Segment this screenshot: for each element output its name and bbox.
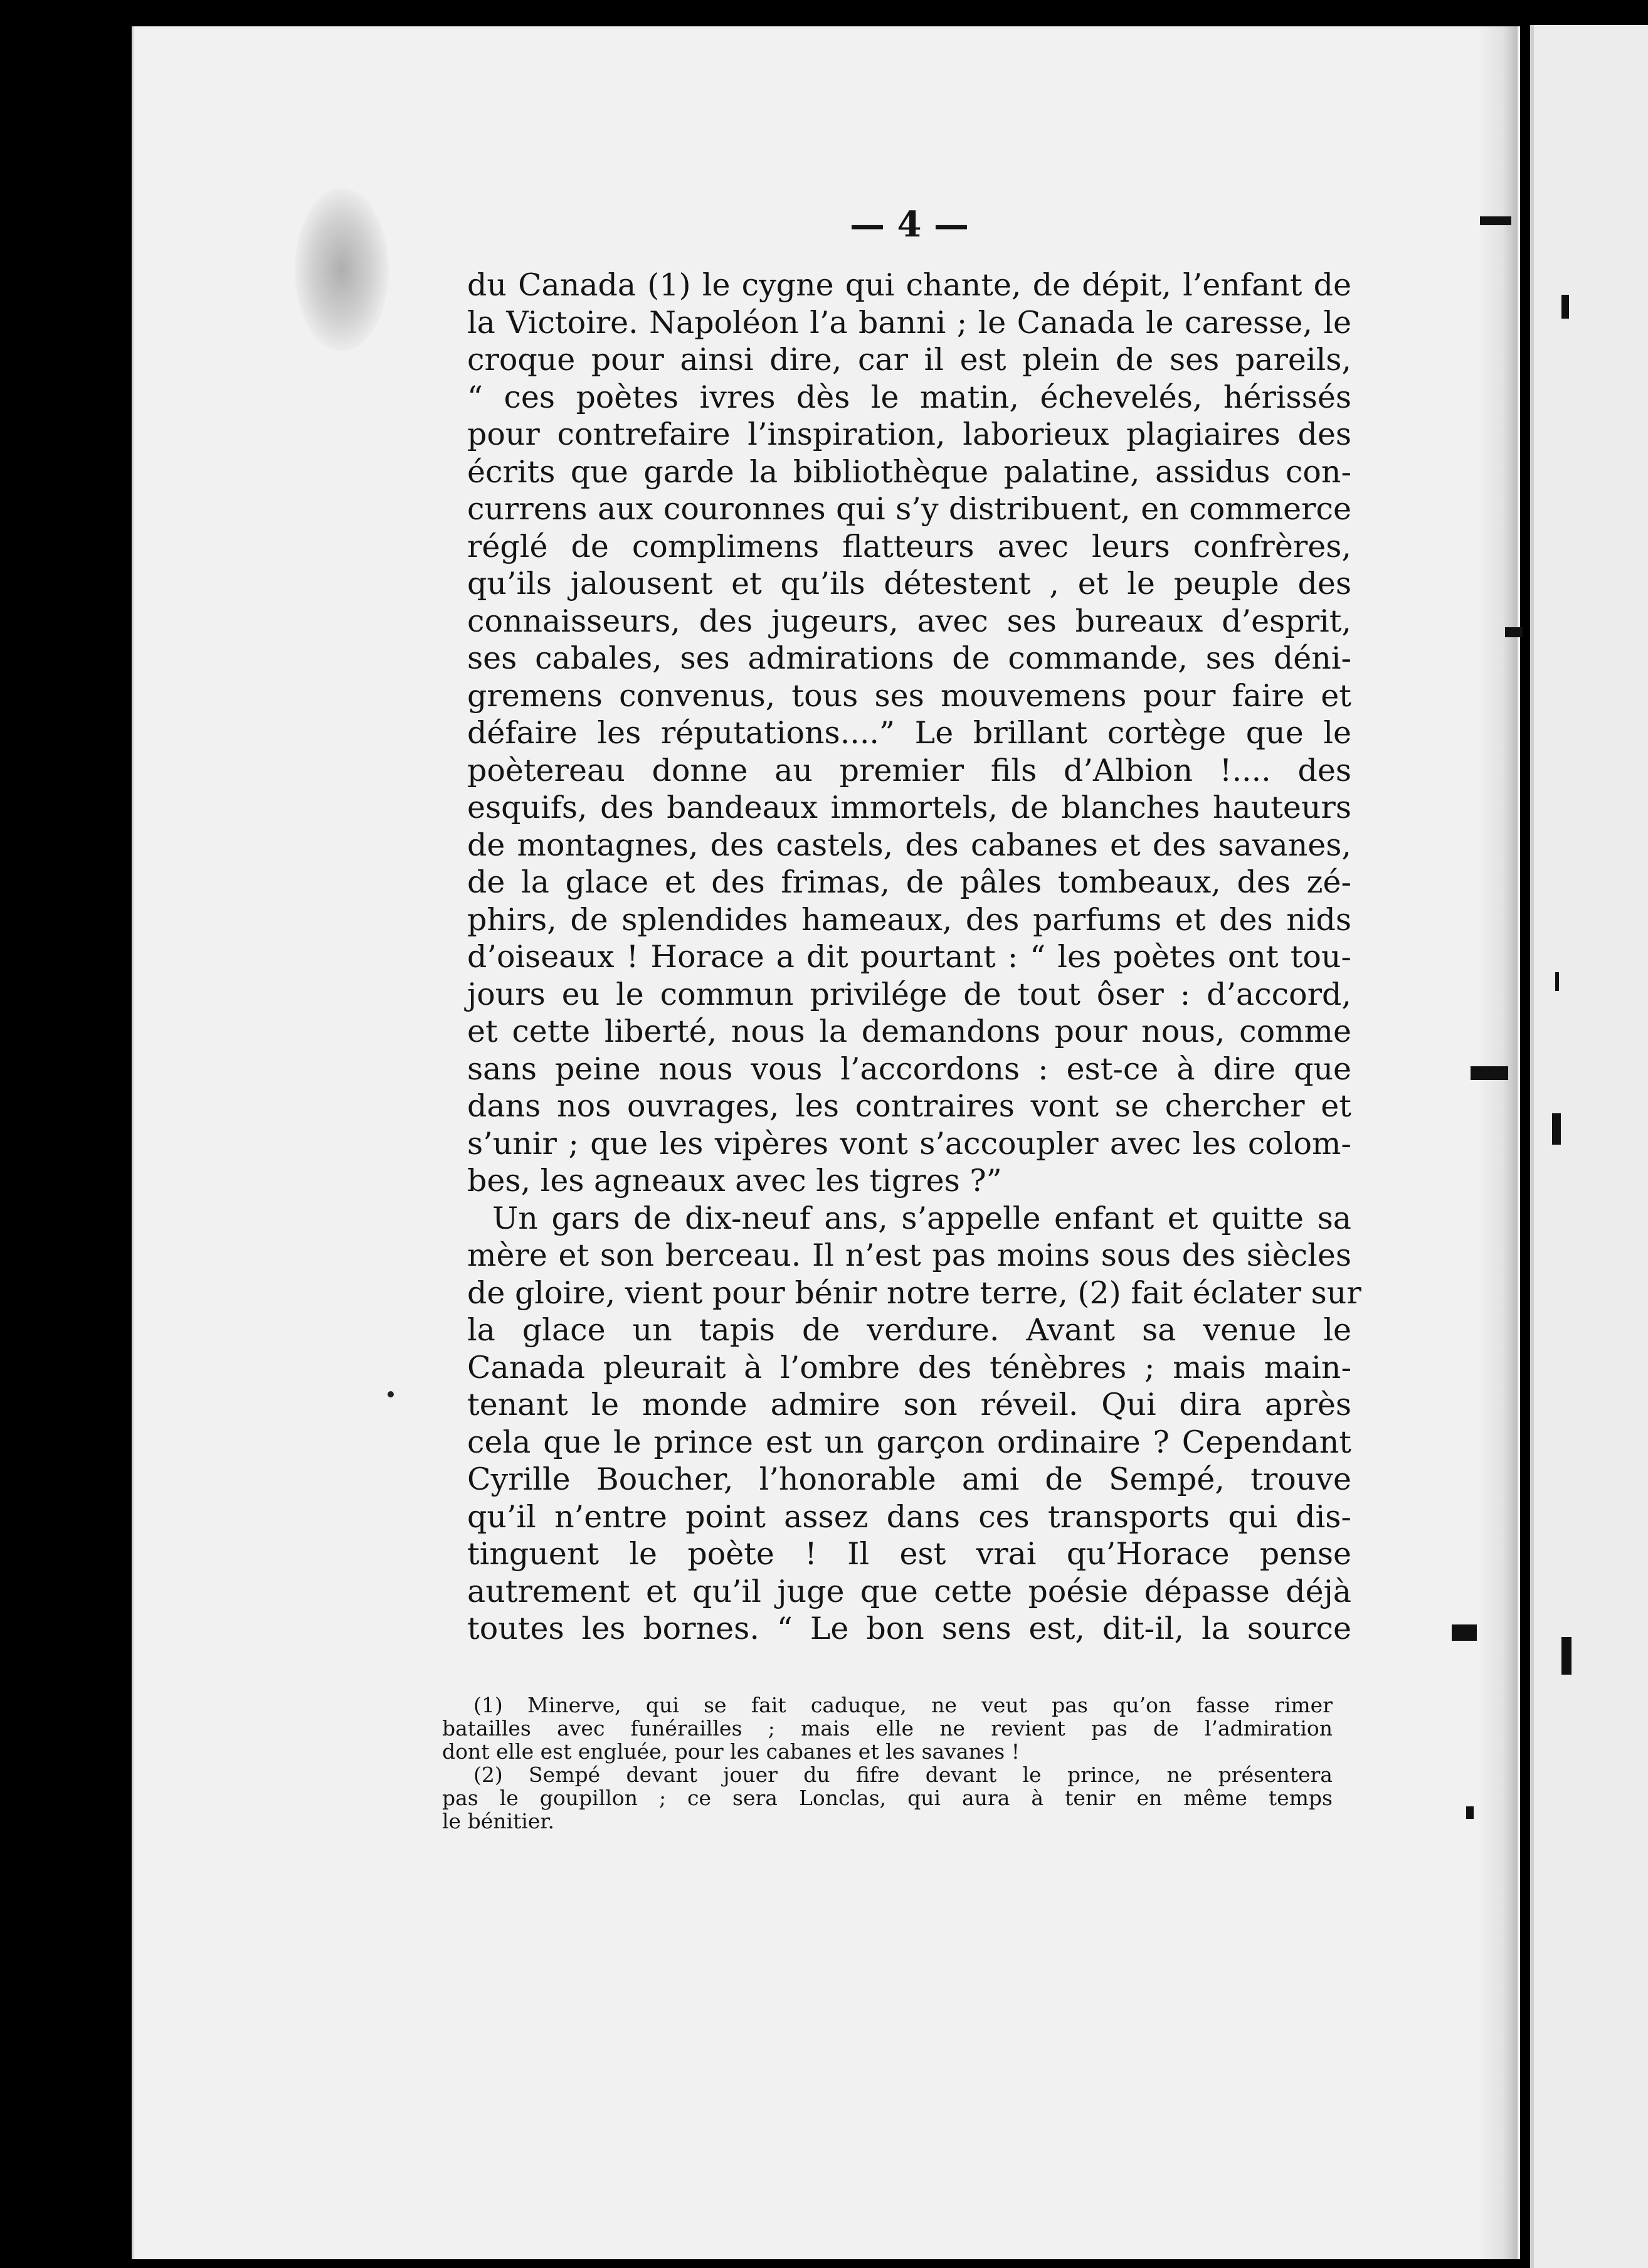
text-line: la Victoire. Napoléon l’a banni ; le Canada le caresse, le bbox=[467, 304, 1351, 341]
footnote-line: (2) Sempé devant jouer du fifre devant le prince, ne présentera bbox=[473, 1762, 1333, 1787]
text-line: la glace un tapis de verdure. Avant sa venue le bbox=[467, 1312, 1351, 1348]
text-line: gremens convenus, tous ses mouvemens pour faire et bbox=[467, 677, 1351, 714]
text-line: tinguent le poète ! Il est vrai qu’Horace pense bbox=[467, 1536, 1351, 1572]
footnote-line: dont elle est engluée, pour les cabanes et les savanes ! bbox=[442, 1739, 1020, 1764]
text-line: tenant le monde admire son réveil. Qui dira après bbox=[467, 1387, 1351, 1423]
edge-mark bbox=[1480, 216, 1511, 225]
text-line: défaire les réputations....” Le brillant cortège que le bbox=[467, 715, 1351, 751]
edge-mark bbox=[1555, 972, 1559, 991]
text-line: du Canada (1) le cygne qui chante, de dépit, l’enfant de bbox=[467, 267, 1351, 303]
footnote-line: batailles avec funérailles ; mais elle ne revient pas de l’admiration bbox=[442, 1716, 1333, 1741]
text-line: ses cabales, ses admirations de commande, ses déni- bbox=[467, 640, 1351, 676]
text-line: bes, les agneaux avec les tigres ?” bbox=[467, 1163, 1002, 1199]
text-line: poètereau donne au premier fils d’Albion !.... des bbox=[467, 752, 1351, 788]
next-page-edge bbox=[1530, 25, 1648, 2268]
text-line: autrement et qu’il juge que cette poésie dépasse déjà bbox=[467, 1573, 1351, 1609]
footnotes bbox=[442, 1693, 1333, 1833]
text-line: réglé de complimens flatteurs avec leurs confrères, bbox=[467, 528, 1351, 564]
edge-mark bbox=[1471, 1066, 1508, 1080]
text-line: Un gars de dix-neuf ans, s’appelle enfant et quitte sa bbox=[492, 1200, 1351, 1236]
text-line: “ ces poètes ivres dès le matin, échevelés, hérissés bbox=[467, 379, 1351, 415]
text-line: esquifs, des bandeaux immortels, de blanches hauteurs bbox=[467, 790, 1351, 825]
text-line: Canada pleurait à l’ombre des ténèbres ; mais main- bbox=[467, 1349, 1351, 1386]
text-line: qu’il n’entre point assez dans ces transports qui dis- bbox=[467, 1498, 1351, 1535]
text-line: cela que le prince est un garçon ordinaire ? Cependant bbox=[467, 1424, 1351, 1460]
footnote-line: (1) Minerve, qui se fait caduque, ne veut pas qu’on fasse rimer bbox=[473, 1693, 1333, 1717]
footnote-line: le bénitier. bbox=[442, 1809, 555, 1833]
text-line: s’unir ; que les vipères vont s’accoupler avec les colom- bbox=[467, 1125, 1351, 1162]
text-line: de la glace et des frimas, de pâles tombeaux, des zé- bbox=[467, 864, 1351, 900]
text-line: sans peine nous vous l’accordons : est-ce à dire que bbox=[467, 1051, 1351, 1087]
text-line: Cyrille Boucher, l’honorable ami de Sempé, trouve bbox=[467, 1461, 1351, 1497]
edge-mark bbox=[1561, 295, 1569, 319]
text-line: currens aux couronnes qui s’y distribuent, en commerce bbox=[467, 491, 1351, 527]
edge-mark bbox=[1505, 627, 1523, 637]
text-line: pour contrefaire l’inspiration, laborieux plagiaires des bbox=[467, 416, 1351, 452]
text-line: écrits que garde la bibliothèque palatine, assidus con- bbox=[467, 453, 1351, 490]
edge-mark bbox=[1561, 1637, 1571, 1675]
text-line: connaisseurs, des jugeurs, avec ses bureaux d’esprit, bbox=[467, 603, 1351, 639]
page-shadow-edge bbox=[1480, 26, 1518, 2259]
body-text bbox=[467, 267, 1361, 1648]
thumbprint-smudge bbox=[295, 188, 389, 351]
ink-dot bbox=[388, 1391, 394, 1397]
text-line: mère et son berceau. Il n’est pas moins sous des siècles bbox=[467, 1237, 1351, 1273]
text-line: et cette liberté, nous la demandons pour nous, comme bbox=[467, 1014, 1351, 1049]
page-number: — 4 — bbox=[850, 204, 969, 245]
text-line: phirs, de splendides hameaux, des parfums et des nids bbox=[467, 901, 1351, 938]
text-line: croque pour ainsi dire, car il est plein de ses pareils, bbox=[467, 342, 1351, 378]
text-line: de gloire, vient pour bénir notre terre, (2) fait éclater sur bbox=[467, 1274, 1361, 1311]
text-line: de montagnes, des castels, des cabanes et des savanes, bbox=[467, 827, 1351, 863]
edge-mark bbox=[1452, 1624, 1477, 1641]
footnote-line: pas le goupillon ; ce sera Lonclas, qui aura à tenir en même temps bbox=[442, 1786, 1333, 1810]
edge-mark bbox=[1552, 1113, 1561, 1145]
text-line: qu’ils jalousent et qu’ils détestent , et le peuple des bbox=[467, 566, 1351, 601]
edge-mark bbox=[1466, 1806, 1474, 1819]
text-line: d’oiseaux ! Horace a dit pourtant : “ les poètes ont tou- bbox=[467, 939, 1351, 975]
text-line: jours eu le commun privilége de tout ôser : d’accord, bbox=[467, 976, 1351, 1012]
text-line: dans nos ouvrages, les contraires vont se chercher et bbox=[467, 1088, 1351, 1124]
text-line: toutes les bornes. “ Le bon sens est, dit-il, la source bbox=[467, 1611, 1351, 1646]
